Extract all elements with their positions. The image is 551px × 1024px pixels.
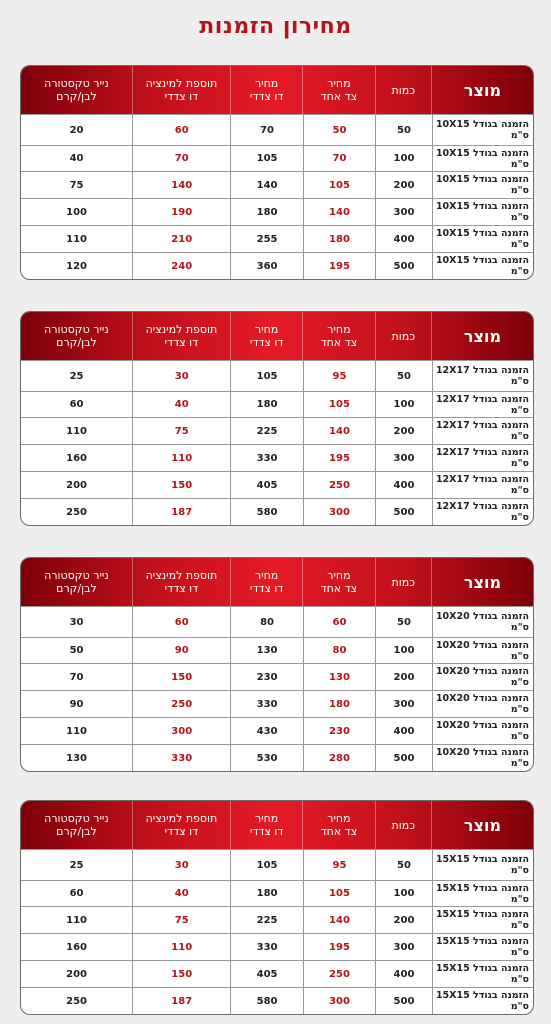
header-lamination-addon: תוספת למינציה דו צדדי — [132, 66, 230, 114]
product-cell: הזמנה בגודל 10X20 ס"מ — [432, 664, 533, 690]
single-side-price-cell: 60 — [303, 607, 375, 637]
header-single-side-price: מחיר צד אחד — [302, 801, 374, 849]
quantity-cell: 100 — [375, 638, 432, 663]
lamination-price-cell: 300 — [132, 718, 230, 744]
lamination-price-cell: 240 — [132, 253, 230, 279]
double-side-price-cell: 225 — [230, 418, 302, 444]
lamination-price-cell: 187 — [132, 499, 230, 525]
lamination-price-cell: 30 — [132, 361, 230, 391]
double-side-price-cell: 580 — [230, 499, 302, 525]
single-side-price-cell: 95 — [303, 850, 375, 880]
texture-paper-price-cell: 120 — [66, 260, 87, 272]
product-cell: הזמנה בגודל 10X20 ס"מ — [432, 718, 533, 744]
header-quantity: כמות — [375, 801, 431, 849]
quantity-cell: 300 — [375, 445, 432, 471]
quantity-cell: 200 — [375, 907, 432, 933]
header-double-side-price: מחיר דו צדדי — [230, 312, 302, 360]
table-row — [21, 606, 533, 637]
table-row — [21, 225, 533, 252]
product-cell: הזמנה בגודל 10X15 ס"מ — [432, 146, 533, 171]
lamination-price-cell: 110 — [132, 445, 230, 471]
double-side-price-cell: 105 — [230, 146, 302, 171]
product-cell: הזמנה בגודל 12X17 ס"מ — [432, 499, 533, 525]
quantity-cell: 500 — [375, 499, 432, 525]
price-table — [20, 800, 534, 1015]
single-side-price-cell: 140 — [303, 418, 375, 444]
table-row — [21, 360, 533, 391]
header-texture-paper: נייר טקסטורה לבן/קרם — [44, 569, 109, 595]
double-side-price-cell: 580 — [230, 988, 302, 1014]
product-cell: הזמנה בגודל 12X17 ס"מ — [432, 392, 533, 417]
texture-paper-price-cell: 75 — [69, 179, 84, 191]
lamination-price-cell: 60 — [132, 115, 230, 145]
texture-paper-price-cell: 100 — [66, 206, 87, 218]
header-product: מוצר — [431, 801, 533, 849]
table-header — [21, 312, 533, 360]
table-row — [21, 849, 533, 880]
quantity-cell: 500 — [375, 253, 432, 279]
single-side-price-cell: 195 — [303, 253, 375, 279]
table-row — [21, 690, 533, 717]
lamination-price-cell: 75 — [132, 907, 230, 933]
double-side-price-cell: 530 — [230, 745, 302, 771]
header-single-side-price: מחיר צד אחד — [302, 312, 374, 360]
texture-paper-price-cell: 250 — [66, 506, 87, 518]
header-double-side-price: מחיר דו צדדי — [230, 66, 302, 114]
table-row — [21, 717, 533, 744]
single-side-price-cell: 50 — [303, 115, 375, 145]
single-side-price-cell: 105 — [303, 172, 375, 198]
lamination-price-cell: 90 — [132, 638, 230, 663]
page-title: מחירון הזמנות — [199, 14, 352, 39]
texture-paper-price-cell: 30 — [69, 616, 84, 628]
texture-paper-price-cell: 110 — [66, 425, 87, 437]
header-lamination-addon: תוספת למינציה דו צדדי — [132, 558, 230, 606]
quantity-cell: 500 — [375, 988, 432, 1014]
single-side-price-cell: 300 — [303, 499, 375, 525]
lamination-price-cell: 110 — [132, 934, 230, 960]
lamination-price-cell: 150 — [132, 961, 230, 987]
single-side-price-cell: 180 — [303, 691, 375, 717]
quantity-cell: 400 — [375, 718, 432, 744]
header-double-side-price: מחיר דו צדדי — [230, 558, 302, 606]
quantity-cell: 200 — [375, 418, 432, 444]
texture-paper-price-cell: 20 — [69, 124, 84, 136]
texture-paper-price-cell: 60 — [69, 888, 84, 899]
table-row — [21, 471, 533, 498]
quantity-cell: 100 — [375, 881, 432, 906]
single-side-price-cell: 130 — [303, 664, 375, 690]
price-table — [20, 557, 534, 772]
texture-paper-price-cell: 200 — [66, 968, 87, 980]
quantity-cell: 300 — [375, 691, 432, 717]
table-row — [21, 906, 533, 933]
quantity-cell: 400 — [375, 472, 432, 498]
quantity-cell: 500 — [375, 745, 432, 771]
single-side-price-cell: 195 — [303, 934, 375, 960]
product-cell: הזמנה בגודל 10X15 ס"מ — [432, 115, 533, 145]
table-row — [21, 960, 533, 987]
texture-paper-price-cell: 70 — [69, 671, 84, 683]
table-row — [21, 663, 533, 690]
texture-paper-price-cell: 40 — [69, 153, 84, 164]
header-single-side-price: מחיר צד אחד — [302, 558, 374, 606]
double-side-price-cell: 430 — [230, 718, 302, 744]
header-single-side-price: מחיר צד אחד — [302, 66, 374, 114]
price-table — [20, 311, 534, 526]
double-side-price-cell: 140 — [230, 172, 302, 198]
single-side-price-cell: 105 — [303, 392, 375, 417]
table-row — [21, 417, 533, 444]
quantity-cell: 200 — [375, 172, 432, 198]
header-product: מוצר — [431, 558, 533, 606]
lamination-price-cell: 40 — [132, 392, 230, 417]
header-lamination-addon: תוספת למינציה דו צדדי — [132, 312, 230, 360]
product-cell: הזמנה בגודל 10X15 ס"מ — [432, 172, 533, 198]
double-side-price-cell: 360 — [230, 253, 302, 279]
single-side-price-cell: 280 — [303, 745, 375, 771]
header-quantity: כמות — [375, 312, 431, 360]
header-product: מוצר — [431, 66, 533, 114]
double-side-price-cell: 405 — [230, 961, 302, 987]
product-cell: הזמנה בגודל 12X17 ס"מ — [432, 445, 533, 471]
single-side-price-cell: 195 — [303, 445, 375, 471]
table-row — [21, 171, 533, 198]
table-row — [21, 114, 533, 145]
table-row — [21, 498, 533, 525]
table-row — [21, 145, 533, 171]
texture-paper-price-cell: 200 — [66, 479, 87, 491]
product-cell: הזמנה בגודל 10X20 ס"מ — [432, 607, 533, 637]
lamination-price-cell: 60 — [132, 607, 230, 637]
price-table — [20, 65, 534, 280]
single-side-price-cell: 300 — [303, 988, 375, 1014]
lamination-price-cell: 75 — [132, 418, 230, 444]
header-quantity: כמות — [375, 558, 431, 606]
double-side-price-cell: 180 — [230, 199, 302, 225]
product-cell: הזמנה בגודל 10X20 ס"מ — [432, 691, 533, 717]
quantity-cell: 50 — [375, 361, 432, 391]
lamination-price-cell: 150 — [132, 664, 230, 690]
lamination-price-cell: 30 — [132, 850, 230, 880]
table-row — [21, 744, 533, 771]
texture-paper-price-cell: 110 — [66, 725, 87, 737]
texture-paper-price-cell: 60 — [69, 399, 84, 410]
table-header — [21, 66, 533, 114]
single-side-price-cell: 105 — [303, 881, 375, 906]
product-cell: הזמנה בגודל 12X17 ס"מ — [432, 361, 533, 391]
lamination-price-cell: 250 — [132, 691, 230, 717]
table-row — [21, 444, 533, 471]
double-side-price-cell: 225 — [230, 907, 302, 933]
header-texture-paper: נייר טקסטורה לבן/קרם — [44, 812, 109, 838]
quantity-cell: 400 — [375, 226, 432, 252]
product-cell: הזמנה בגודל 10X20 ס"מ — [432, 745, 533, 771]
table-row — [21, 252, 533, 279]
quantity-cell: 100 — [375, 146, 432, 171]
double-side-price-cell: 405 — [230, 472, 302, 498]
quantity-cell: 50 — [375, 850, 432, 880]
double-side-price-cell: 80 — [230, 607, 302, 637]
product-cell: הזמנה בגודל 12X17 ס"מ — [432, 418, 533, 444]
double-side-price-cell: 330 — [230, 934, 302, 960]
double-side-price-cell: 330 — [230, 691, 302, 717]
single-side-price-cell: 180 — [303, 226, 375, 252]
header-double-side-price: מחיר דו צדדי — [230, 801, 302, 849]
product-cell: הזמנה בגודל 12X17 ס"מ — [432, 472, 533, 498]
double-side-price-cell: 70 — [230, 115, 302, 145]
lamination-price-cell: 187 — [132, 988, 230, 1014]
single-side-price-cell: 250 — [303, 961, 375, 987]
texture-paper-price-cell: 160 — [66, 452, 87, 464]
table-row — [21, 880, 533, 906]
product-cell: הזמנה בגודל 15X15 ס"מ — [432, 850, 533, 880]
quantity-cell: 50 — [375, 115, 432, 145]
single-side-price-cell: 70 — [303, 146, 375, 171]
lamination-price-cell: 40 — [132, 881, 230, 906]
product-cell: הזמנה בגודל 10X15 ס"מ — [432, 199, 533, 225]
double-side-price-cell: 105 — [230, 850, 302, 880]
lamination-price-cell: 190 — [132, 199, 230, 225]
quantity-cell: 400 — [375, 961, 432, 987]
header-lamination-addon: תוספת למינציה דו צדדי — [132, 801, 230, 849]
single-side-price-cell: 80 — [303, 638, 375, 663]
header-product: מוצר — [431, 312, 533, 360]
single-side-price-cell: 250 — [303, 472, 375, 498]
product-cell: הזמנה בגודל 10X15 ס"מ — [432, 226, 533, 252]
quantity-cell: 300 — [375, 934, 432, 960]
table-row — [21, 198, 533, 225]
lamination-price-cell: 150 — [132, 472, 230, 498]
texture-paper-price-cell: 250 — [66, 995, 87, 1007]
texture-paper-price-cell: 160 — [66, 941, 87, 953]
lamination-price-cell: 210 — [132, 226, 230, 252]
quantity-cell: 50 — [375, 607, 432, 637]
table-row — [21, 391, 533, 417]
product-cell: הזמנה בגודל 15X15 ס"מ — [432, 988, 533, 1014]
quantity-cell: 200 — [375, 664, 432, 690]
double-side-price-cell: 180 — [230, 392, 302, 417]
lamination-price-cell: 330 — [132, 745, 230, 771]
product-cell: הזמנה בגודל 10X20 ס"מ — [432, 638, 533, 663]
quantity-cell: 300 — [375, 199, 432, 225]
quantity-cell: 100 — [375, 392, 432, 417]
header-quantity: כמות — [375, 66, 431, 114]
product-cell: הזמנה בגודל 15X15 ס"מ — [432, 934, 533, 960]
texture-paper-price-cell: 130 — [66, 752, 87, 764]
texture-paper-price-cell: 110 — [66, 233, 87, 245]
product-cell: הזמנה בגודל 15X15 ס"מ — [432, 881, 533, 906]
double-side-price-cell: 105 — [230, 361, 302, 391]
header-texture-paper: נייר טקסטורה לבן/קרם — [44, 323, 109, 349]
texture-paper-price-cell: 25 — [69, 859, 84, 871]
product-cell: הזמנה בגודל 15X15 ס"מ — [432, 961, 533, 987]
single-side-price-cell: 140 — [303, 199, 375, 225]
texture-paper-price-cell: 25 — [69, 370, 84, 382]
texture-paper-price-cell: 110 — [66, 914, 87, 926]
double-side-price-cell: 330 — [230, 445, 302, 471]
table-header — [21, 801, 533, 849]
texture-paper-price-cell: 50 — [69, 645, 84, 656]
table-header — [21, 558, 533, 606]
single-side-price-cell: 140 — [303, 907, 375, 933]
lamination-price-cell: 140 — [132, 172, 230, 198]
single-side-price-cell: 230 — [303, 718, 375, 744]
texture-paper-price-cell: 90 — [69, 698, 84, 710]
single-side-price-cell: 95 — [303, 361, 375, 391]
double-side-price-cell: 130 — [230, 638, 302, 663]
lamination-price-cell: 70 — [132, 146, 230, 171]
table-row — [21, 637, 533, 663]
table-row — [21, 933, 533, 960]
product-cell: הזמנה בגודל 15X15 ס"מ — [432, 907, 533, 933]
product-cell: הזמנה בגודל 10X15 ס"מ — [432, 253, 533, 279]
double-side-price-cell: 230 — [230, 664, 302, 690]
double-side-price-cell: 255 — [230, 226, 302, 252]
table-row — [21, 987, 533, 1014]
double-side-price-cell: 180 — [230, 881, 302, 906]
header-texture-paper: נייר טקסטורה לבן/קרם — [44, 77, 109, 103]
